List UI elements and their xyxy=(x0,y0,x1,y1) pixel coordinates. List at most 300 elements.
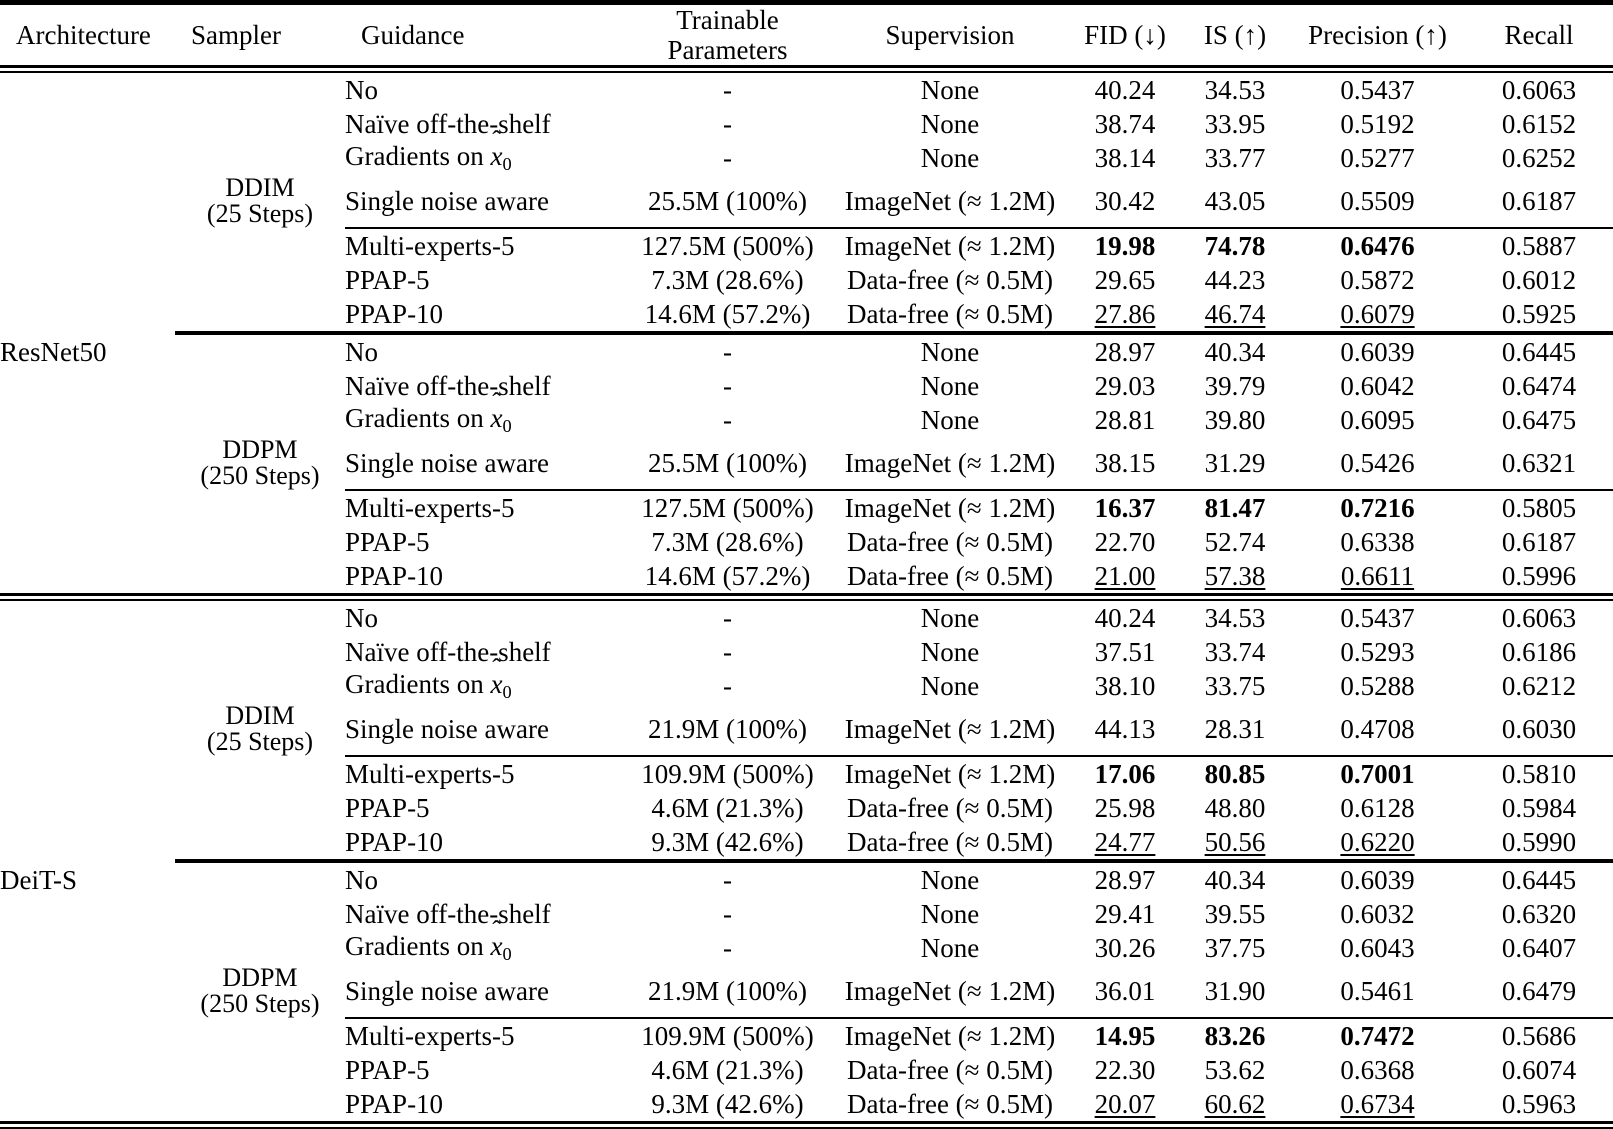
architecture-cell-empty xyxy=(0,525,175,559)
recall-cell xyxy=(1465,601,1613,635)
column-header-recall-label: Recall xyxy=(1504,19,1574,50)
fid-value: 29.03 xyxy=(1094,370,1156,401)
is-cell xyxy=(1180,107,1290,141)
precision-cell xyxy=(1290,403,1465,437)
header-bottom-rule-row xyxy=(0,65,1613,73)
guidance-cell: Single noise aware xyxy=(345,447,549,478)
recall-value: 0.5984 xyxy=(1501,792,1577,823)
architecture-cell-empty xyxy=(0,263,175,297)
guidance-cell: Naïve off-the-shelf xyxy=(345,898,551,929)
x-hat-zero-symbol: x xyxy=(490,141,503,172)
precision-cell xyxy=(1290,107,1465,141)
recall-cell xyxy=(1465,107,1613,141)
trainable-parameters-cell: - xyxy=(723,864,732,895)
fid-value: 30.26 xyxy=(1094,932,1156,963)
sampler-cell-empty xyxy=(175,369,345,403)
supervision-cell: None xyxy=(920,108,980,139)
fid-cell xyxy=(1070,525,1180,559)
is-value: 40.34 xyxy=(1204,336,1266,367)
sampler-cell-empty xyxy=(175,403,345,437)
column-header-fid-label: FID (↓) xyxy=(1084,19,1166,50)
fid-cell xyxy=(1070,491,1180,525)
recall-value: 0.6479 xyxy=(1501,975,1577,1006)
precision-cell xyxy=(1290,141,1465,175)
fid-value: 17.06 xyxy=(1094,758,1156,789)
fid-cell xyxy=(1070,335,1180,369)
supervision-cell: None xyxy=(920,370,980,401)
fid-cell xyxy=(1070,1087,1180,1121)
precision-cell xyxy=(1290,1087,1465,1121)
recall-cell xyxy=(1465,1053,1613,1087)
x-hat-zero-symbol: x xyxy=(490,669,503,700)
supervision-cell: ImageNet (≈ 1.2M) xyxy=(844,230,1056,261)
recall-value: 0.6012 xyxy=(1501,264,1577,295)
recall-value: 0.6152 xyxy=(1501,108,1577,139)
architecture-cell-empty xyxy=(0,757,175,791)
sampler-name: DDIM xyxy=(225,701,295,731)
is-cell xyxy=(1180,1053,1290,1087)
architecture-cell-empty xyxy=(0,791,175,825)
is-value: 31.29 xyxy=(1204,447,1266,478)
is-value: 44.23 xyxy=(1204,264,1266,295)
trainable-parameters-cell: 14.6M (57.2%) xyxy=(644,298,811,329)
recall-value: 0.6212 xyxy=(1501,670,1577,701)
precision-value: 0.6039 xyxy=(1340,864,1415,895)
recall-cell xyxy=(1465,703,1613,755)
recall-value: 0.6445 xyxy=(1501,864,1577,895)
recall-cell xyxy=(1465,635,1613,669)
supervision-cell: None xyxy=(920,898,980,929)
is-value: 34.53 xyxy=(1204,74,1266,105)
is-cell xyxy=(1180,863,1290,897)
table-row xyxy=(0,931,1613,965)
architecture-cell-empty xyxy=(0,437,175,489)
fid-cell xyxy=(1070,601,1180,635)
recall-cell xyxy=(1465,229,1613,263)
guidance-cell: No xyxy=(345,602,378,633)
sampler-cell-empty xyxy=(175,297,345,331)
is-cell xyxy=(1180,757,1290,791)
architecture-cell-empty xyxy=(0,669,175,703)
trainable-parameters-cell: - xyxy=(723,74,732,105)
recall-value: 0.6252 xyxy=(1501,142,1577,173)
is-value: 83.26 xyxy=(1204,1020,1266,1051)
is-value: 60.62 xyxy=(1204,1088,1266,1119)
sampler-steps: (25 Steps) xyxy=(206,727,314,757)
table-row xyxy=(0,175,1613,227)
is-cell xyxy=(1180,1019,1290,1053)
table-row xyxy=(0,601,1613,635)
recall-cell xyxy=(1465,491,1613,525)
table-row xyxy=(0,437,1613,489)
guidance-cell: PPAP-10 xyxy=(345,1088,444,1119)
column-header-supervision xyxy=(830,5,1070,65)
column-header-trainable-parameters xyxy=(625,5,830,65)
fid-cell xyxy=(1070,931,1180,965)
trainable-parameters-cell: 4.6M (21.3%) xyxy=(651,1054,804,1085)
trainable-parameters-cell: 7.3M (28.6%) xyxy=(651,526,804,557)
precision-value: 0.6128 xyxy=(1340,792,1415,823)
is-value: 74.78 xyxy=(1204,230,1266,261)
recall-value: 0.5805 xyxy=(1501,492,1577,523)
precision-cell xyxy=(1290,703,1465,755)
fid-cell xyxy=(1070,559,1180,593)
is-cell xyxy=(1180,897,1290,931)
is-cell xyxy=(1180,403,1290,437)
fid-cell xyxy=(1070,965,1180,1017)
trainable-parameters-cell: - xyxy=(723,898,732,929)
sampler-label xyxy=(175,437,345,489)
recall-value: 0.5887 xyxy=(1501,230,1577,261)
guidance-cell: PPAP-5 xyxy=(345,264,430,295)
architecture-cell-empty xyxy=(0,73,175,107)
fid-value: 30.42 xyxy=(1094,185,1156,216)
table-row xyxy=(0,107,1613,141)
recall-cell xyxy=(1465,141,1613,175)
architecture-cell-empty xyxy=(0,559,175,593)
architecture-cell-empty xyxy=(0,141,175,175)
recall-cell xyxy=(1465,965,1613,1017)
fid-cell xyxy=(1070,403,1180,437)
recall-cell xyxy=(1465,897,1613,931)
precision-value: 0.5872 xyxy=(1340,264,1415,295)
precision-cell xyxy=(1290,931,1465,965)
sampler-cell-empty xyxy=(175,1053,345,1087)
sampler-steps: (250 Steps) xyxy=(200,461,320,491)
table-body xyxy=(0,73,1613,1129)
table-row xyxy=(0,141,1613,175)
fid-cell xyxy=(1070,141,1180,175)
guidance-cell: Gradients on x 0 xyxy=(345,669,512,703)
precision-cell xyxy=(1290,1053,1465,1087)
trainable-parameters-cell: - xyxy=(723,670,732,701)
precision-value: 0.6338 xyxy=(1340,526,1415,557)
fid-cell xyxy=(1070,703,1180,755)
is-cell xyxy=(1180,175,1290,227)
recall-cell xyxy=(1465,369,1613,403)
sampler-cell-empty xyxy=(175,559,345,593)
recall-value: 0.5686 xyxy=(1501,1020,1577,1051)
sampler-cell-empty xyxy=(175,757,345,791)
guidance-cell: Naïve off-the-shelf xyxy=(345,108,551,139)
sampler-cell-empty xyxy=(175,635,345,669)
fid-value: 27.86 xyxy=(1094,298,1156,329)
recall-cell xyxy=(1465,403,1613,437)
recall-value: 0.6063 xyxy=(1501,602,1577,633)
is-value: 57.38 xyxy=(1204,560,1266,591)
architecture-cell-empty xyxy=(0,1053,175,1087)
trainable-parameters-cell: 7.3M (28.6%) xyxy=(651,264,804,295)
guidance-cell: PPAP-10 xyxy=(345,298,444,329)
table-row xyxy=(0,263,1613,297)
supervision-cell: Data-free (≈ 0.5M) xyxy=(847,560,1053,591)
trainable-parameters-cell: - xyxy=(723,602,732,633)
precision-cell xyxy=(1290,1019,1465,1053)
is-value: 33.95 xyxy=(1204,108,1266,139)
trainable-parameters-cell: 109.9M (500%) xyxy=(641,758,814,789)
is-value: 52.74 xyxy=(1204,526,1266,557)
arch-separator-row xyxy=(0,593,1613,601)
architecture-cell-empty xyxy=(0,897,175,931)
trainable-parameters-cell: 25.5M (100%) xyxy=(648,447,807,478)
fid-value: 36.01 xyxy=(1094,975,1156,1006)
is-cell xyxy=(1180,791,1290,825)
trainable-parameters-cell: 25.5M (100%) xyxy=(648,185,807,216)
table-row xyxy=(0,1019,1613,1053)
precision-value: 0.7001 xyxy=(1340,758,1415,789)
recall-cell xyxy=(1465,297,1613,331)
is-value: 81.47 xyxy=(1204,492,1266,523)
precision-value: 0.6368 xyxy=(1340,1054,1415,1085)
supervision-cell: ImageNet (≈ 1.2M) xyxy=(844,492,1056,523)
fid-value: 29.41 xyxy=(1094,898,1156,929)
is-cell xyxy=(1180,73,1290,107)
table-row xyxy=(0,635,1613,669)
precision-value: 0.5461 xyxy=(1340,975,1415,1006)
supervision-cell: None xyxy=(920,142,980,173)
guidance-cell: Single noise aware xyxy=(345,975,549,1006)
architecture-cell-empty xyxy=(0,965,175,1017)
precision-value: 0.6220 xyxy=(1340,826,1415,857)
fid-cell xyxy=(1070,635,1180,669)
recall-value: 0.6320 xyxy=(1501,898,1577,929)
is-value: 34.53 xyxy=(1204,602,1266,633)
fid-value: 38.10 xyxy=(1094,670,1156,701)
table-row xyxy=(0,297,1613,331)
is-value: 33.74 xyxy=(1204,636,1266,667)
guidance-cell: PPAP-10 xyxy=(345,560,444,591)
guidance-cell: Naïve off-the-shelf xyxy=(345,636,551,667)
table-row xyxy=(0,965,1613,1017)
sampler-cell-empty xyxy=(175,863,345,897)
table-row xyxy=(0,703,1613,755)
fid-cell xyxy=(1070,757,1180,791)
is-cell xyxy=(1180,525,1290,559)
is-value: 39.80 xyxy=(1204,404,1266,435)
precision-value: 0.5437 xyxy=(1340,74,1415,105)
fid-value: 25.98 xyxy=(1094,792,1156,823)
supervision-cell: None xyxy=(920,636,980,667)
fid-cell xyxy=(1070,791,1180,825)
supervision-cell: None xyxy=(920,864,980,895)
precision-cell xyxy=(1290,601,1465,635)
fid-value: 19.98 xyxy=(1094,230,1156,261)
precision-cell xyxy=(1290,73,1465,107)
guidance-cell: Gradients on x 0 xyxy=(345,403,512,437)
column-header-guidance xyxy=(345,5,625,65)
is-cell xyxy=(1180,229,1290,263)
fid-value: 38.14 xyxy=(1094,142,1156,173)
guidance-cell: PPAP-5 xyxy=(345,526,430,557)
sampler-name: DDPM xyxy=(222,435,298,465)
table-header xyxy=(0,0,1613,73)
is-value: 31.90 xyxy=(1204,975,1266,1006)
guidance-cell: No xyxy=(345,336,378,367)
is-cell xyxy=(1180,825,1290,859)
recall-value: 0.6030 xyxy=(1501,713,1577,744)
trainable-parameters-cell: 21.9M (100%) xyxy=(648,975,807,1006)
recall-cell xyxy=(1465,1019,1613,1053)
fid-cell xyxy=(1070,263,1180,297)
is-cell xyxy=(1180,601,1290,635)
guidance-cell: Multi-experts-5 xyxy=(345,758,515,789)
fid-value: 22.30 xyxy=(1094,1054,1156,1085)
precision-cell xyxy=(1290,229,1465,263)
precision-value: 0.5437 xyxy=(1340,602,1415,633)
architecture-cell-empty xyxy=(0,403,175,437)
trainable-parameters-cell: 127.5M (500%) xyxy=(641,230,814,261)
guidance-cell: PPAP-5 xyxy=(345,792,430,823)
is-cell xyxy=(1180,297,1290,331)
is-cell xyxy=(1180,559,1290,593)
fid-cell xyxy=(1070,107,1180,141)
architecture-cell-empty xyxy=(0,601,175,635)
sampler-cell-empty xyxy=(175,491,345,525)
fid-cell xyxy=(1070,825,1180,859)
column-header-sampler xyxy=(175,5,345,65)
precision-value: 0.7216 xyxy=(1340,492,1415,523)
is-value: 40.34 xyxy=(1204,864,1266,895)
column-header-guidance-label: Guidance xyxy=(361,19,465,50)
recall-value: 0.6475 xyxy=(1501,404,1577,435)
recall-value: 0.5925 xyxy=(1501,298,1577,329)
sampler-steps: (25 Steps) xyxy=(206,199,314,229)
architecture-cell-empty xyxy=(0,229,175,263)
table-row xyxy=(0,491,1613,525)
recall-value: 0.5996 xyxy=(1501,560,1577,591)
table-row xyxy=(0,1053,1613,1087)
table-row xyxy=(0,757,1613,791)
recall-cell xyxy=(1465,757,1613,791)
is-value: 33.77 xyxy=(1204,142,1266,173)
trainable-parameters-cell: - xyxy=(723,636,732,667)
fid-value: 38.74 xyxy=(1094,108,1156,139)
precision-cell xyxy=(1290,863,1465,897)
fid-value: 40.24 xyxy=(1094,602,1156,633)
sampler-name: DDPM xyxy=(222,963,298,993)
table-row xyxy=(0,335,1613,369)
sampler-cell-empty xyxy=(175,263,345,297)
is-cell xyxy=(1180,437,1290,489)
trainable-parameters-cell: 21.9M (100%) xyxy=(648,713,807,744)
is-cell xyxy=(1180,491,1290,525)
table-row xyxy=(0,863,1613,897)
precision-value: 0.5192 xyxy=(1340,108,1415,139)
supervision-cell: Data-free (≈ 0.5M) xyxy=(847,1088,1053,1119)
trainable-parameters-cell: 127.5M (500%) xyxy=(641,492,814,523)
table-row xyxy=(0,73,1613,107)
column-header-is-label: IS (↑) xyxy=(1203,19,1267,50)
architecture-cell-empty xyxy=(0,369,175,403)
architecture-cell-empty xyxy=(0,1087,175,1121)
recall-value: 0.6321 xyxy=(1501,447,1577,478)
is-cell xyxy=(1180,635,1290,669)
precision-value: 0.5509 xyxy=(1340,185,1415,216)
sampler-cell-empty xyxy=(175,825,345,859)
fid-value: 28.97 xyxy=(1094,864,1156,895)
precision-cell xyxy=(1290,335,1465,369)
supervision-cell: ImageNet (≈ 1.2M) xyxy=(844,185,1056,216)
sampler-cell-empty xyxy=(175,141,345,175)
architecture-cell-empty xyxy=(0,1019,175,1053)
fid-value: 28.97 xyxy=(1094,336,1156,367)
is-value: 33.75 xyxy=(1204,670,1266,701)
is-value: 50.56 xyxy=(1204,826,1266,857)
precision-cell xyxy=(1290,635,1465,669)
trainable-parameters-cell: 109.9M (500%) xyxy=(641,1020,814,1051)
precision-cell xyxy=(1290,437,1465,489)
header-bottom-rule xyxy=(0,65,1613,73)
guidance-cell: No xyxy=(345,74,378,105)
table-row xyxy=(0,825,1613,859)
table-row xyxy=(0,229,1613,263)
recall-value: 0.6187 xyxy=(1501,526,1577,557)
is-value: 39.55 xyxy=(1204,898,1266,929)
recall-cell xyxy=(1465,931,1613,965)
is-value: 80.85 xyxy=(1204,758,1266,789)
sampler-cell-empty xyxy=(175,601,345,635)
fid-cell xyxy=(1070,1053,1180,1087)
fid-cell xyxy=(1070,1019,1180,1053)
trainable-parameters-cell: 14.6M (57.2%) xyxy=(644,560,811,591)
supervision-cell: None xyxy=(920,74,980,105)
recall-cell xyxy=(1465,559,1613,593)
is-cell xyxy=(1180,931,1290,965)
sampler-cell-empty xyxy=(175,1019,345,1053)
precision-value: 0.6042 xyxy=(1340,370,1415,401)
sampler-cell-empty xyxy=(175,107,345,141)
fid-cell xyxy=(1070,297,1180,331)
sampler-cell-empty xyxy=(175,1087,345,1121)
trainable-parameters-cell: - xyxy=(723,142,732,173)
is-value: 39.79 xyxy=(1204,370,1266,401)
guidance-cell: Single noise aware xyxy=(345,185,549,216)
supervision-cell: ImageNet (≈ 1.2M) xyxy=(844,713,1056,744)
fid-value: 24.77 xyxy=(1094,826,1156,857)
supervision-cell: Data-free (≈ 0.5M) xyxy=(847,826,1053,857)
architecture-cell-empty xyxy=(0,107,175,141)
guidance-cell: Naïve off-the-shelf xyxy=(345,370,551,401)
precision-cell xyxy=(1290,559,1465,593)
supervision-cell: ImageNet (≈ 1.2M) xyxy=(844,1020,1056,1051)
guidance-cell: Gradients on x 0 xyxy=(345,141,512,175)
precision-cell xyxy=(1290,791,1465,825)
recall-cell xyxy=(1465,1087,1613,1121)
supervision-cell: Data-free (≈ 0.5M) xyxy=(847,1054,1053,1085)
recall-cell xyxy=(1465,791,1613,825)
is-value: 48.80 xyxy=(1204,792,1266,823)
recall-cell xyxy=(1465,437,1613,489)
precision-value: 0.5288 xyxy=(1340,670,1415,701)
precision-cell xyxy=(1290,297,1465,331)
precision-cell xyxy=(1290,491,1465,525)
supervision-cell: None xyxy=(920,932,980,963)
recall-cell xyxy=(1465,263,1613,297)
guidance-cell: PPAP-5 xyxy=(345,1054,430,1085)
precision-value: 0.5277 xyxy=(1340,142,1415,173)
supervision-cell: Data-free (≈ 0.5M) xyxy=(847,264,1053,295)
fid-value: 37.51 xyxy=(1094,636,1156,667)
bottom-separator xyxy=(0,1121,1613,1129)
guidance-cell: Multi-experts-5 xyxy=(345,492,515,523)
architecture-cell-empty xyxy=(0,175,175,227)
column-header-precision-label: Precision (↑) xyxy=(1308,19,1447,50)
column-header-architecture xyxy=(0,5,175,65)
trainable-parameters-cell: - xyxy=(723,370,732,401)
supervision-cell: None xyxy=(920,336,980,367)
recall-cell xyxy=(1465,73,1613,107)
is-cell xyxy=(1180,263,1290,297)
